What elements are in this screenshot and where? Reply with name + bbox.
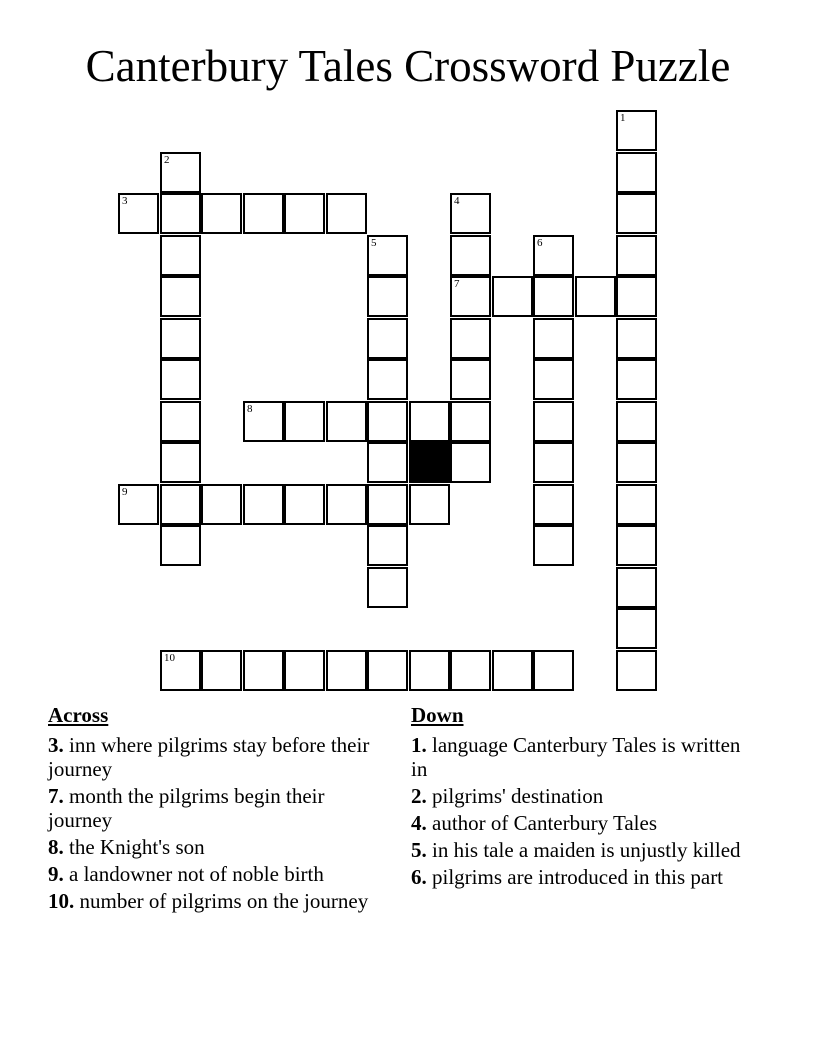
clue-across-9: 9. a landowner not of noble birth	[48, 862, 324, 886]
clue-across-3: 3. inn where pilgrims stay before their journey	[48, 733, 370, 781]
clue-number-label: 5	[371, 237, 377, 249]
crossword-cell[interactable]	[616, 525, 657, 566]
crossword-cell[interactable]	[492, 276, 533, 317]
crossword-cell[interactable]	[160, 193, 201, 234]
crossword-cell[interactable]	[160, 318, 201, 359]
crossword-cell[interactable]	[160, 525, 201, 566]
crossword-cell[interactable]	[616, 193, 657, 234]
crossword-cell[interactable]	[492, 650, 533, 691]
black-square	[409, 442, 450, 483]
crossword-cell[interactable]	[201, 650, 242, 691]
crossword-cell[interactable]	[367, 484, 408, 525]
crossword-cell[interactable]	[616, 359, 657, 400]
crossword-cell[interactable]	[201, 484, 242, 525]
clue-across-7: 7. month the pilgrims begin their journey	[48, 784, 325, 832]
crossword-cell[interactable]	[367, 318, 408, 359]
clue-down-5: 5. in his tale a maiden is unjustly killed	[411, 838, 741, 862]
clue-down-2: 2. pilgrims' destination	[411, 784, 604, 808]
crossword-cell[interactable]	[326, 484, 367, 525]
crossword-cell[interactable]	[284, 650, 325, 691]
crossword-cell[interactable]	[616, 318, 657, 359]
crossword-cell[interactable]	[616, 442, 657, 483]
crossword-cell[interactable]	[533, 359, 574, 400]
crossword-cell[interactable]	[326, 650, 367, 691]
crossword-cell[interactable]	[616, 152, 657, 193]
crossword-cell[interactable]	[616, 484, 657, 525]
clue-down-1: 1. language Canterbury Tales is written in	[411, 733, 741, 781]
crossword-cell[interactable]	[243, 401, 284, 442]
down-heading: Down	[411, 703, 464, 727]
crossword-cell[interactable]	[367, 525, 408, 566]
clue-number-label: 6	[537, 237, 543, 249]
across-clues	[48, 703, 378, 916]
crossword-cell[interactable]	[533, 650, 574, 691]
crossword-cell[interactable]	[616, 235, 657, 276]
crossword-cell[interactable]	[160, 650, 201, 691]
crossword-cell[interactable]	[367, 359, 408, 400]
crossword-cell[interactable]	[367, 235, 408, 276]
clue-number-label: 4	[454, 195, 460, 207]
crossword-cell[interactable]	[533, 318, 574, 359]
page-title: Canterbury Tales Crossword Puzzle	[85, 41, 731, 91]
crossword-cell[interactable]	[409, 401, 450, 442]
across-heading: Across	[48, 703, 109, 727]
crossword-cell[interactable]	[450, 318, 491, 359]
crossword-cell[interactable]	[160, 484, 201, 525]
crossword-cell[interactable]	[160, 401, 201, 442]
crossword-cell[interactable]	[409, 650, 450, 691]
crossword-cell[interactable]	[533, 525, 574, 566]
clue-across-8: 8. the Knight's son	[48, 835, 205, 859]
crossword-cell[interactable]	[284, 193, 325, 234]
clue-number-label: 8	[247, 403, 253, 415]
clue-number-label: 2	[164, 154, 170, 166]
crossword-cell[interactable]	[326, 193, 367, 234]
crossword-cell[interactable]	[367, 650, 408, 691]
clue-number-label: 10	[164, 652, 175, 664]
crossword-cell[interactable]	[243, 484, 284, 525]
crossword-cell[interactable]	[450, 193, 491, 234]
crossword-cell[interactable]	[533, 401, 574, 442]
down-clues	[411, 703, 746, 892]
crossword-cell[interactable]	[616, 401, 657, 442]
crossword-cell[interactable]	[160, 235, 201, 276]
crossword-cell[interactable]	[575, 276, 616, 317]
crossword-cell[interactable]	[201, 193, 242, 234]
clue-number-label: 9	[122, 486, 128, 498]
crossword-cell[interactable]	[367, 276, 408, 317]
clue-number-label: 7	[454, 278, 460, 290]
crossword-cell[interactable]	[533, 276, 574, 317]
crossword-cell[interactable]	[616, 110, 657, 151]
clue-down-6: 6. pilgrims are introduced in this part	[411, 865, 724, 889]
crossword-cell[interactable]	[616, 276, 657, 317]
crossword-cell[interactable]	[284, 484, 325, 525]
clue-across-10: 10. number of pilgrims on the journey	[48, 889, 369, 913]
clue-number-label: 1	[620, 112, 626, 124]
crossword-cell[interactable]	[450, 650, 491, 691]
crossword-cell[interactable]	[450, 359, 491, 400]
crossword-cell[interactable]	[533, 484, 574, 525]
crossword-cell[interactable]	[450, 235, 491, 276]
clue-down-4: 4. author of Canterbury Tales	[411, 811, 657, 835]
crossword-cell[interactable]	[450, 401, 491, 442]
crossword-cell[interactable]	[533, 235, 574, 276]
crossword-cell[interactable]	[616, 650, 657, 691]
crossword-cell[interactable]	[118, 193, 159, 234]
crossword-cell[interactable]	[409, 484, 450, 525]
crossword-cell[interactable]	[326, 401, 367, 442]
crossword-cell[interactable]	[367, 442, 408, 483]
crossword-cell[interactable]	[160, 442, 201, 483]
crossword-cell[interactable]	[284, 401, 325, 442]
crossword-cell[interactable]	[616, 608, 657, 649]
crossword-cell[interactable]	[450, 442, 491, 483]
clue-number-label: 3	[122, 195, 128, 207]
crossword-cell[interactable]	[533, 442, 574, 483]
crossword-cell[interactable]	[367, 567, 408, 608]
crossword-cell[interactable]	[118, 484, 159, 525]
crossword-cell[interactable]	[160, 276, 201, 317]
crossword-cell[interactable]	[243, 193, 284, 234]
crossword-cell[interactable]	[450, 276, 491, 317]
crossword-cell[interactable]	[367, 401, 408, 442]
crossword-cell[interactable]	[160, 152, 201, 193]
crossword-cell[interactable]	[243, 650, 284, 691]
crossword-cell[interactable]	[616, 567, 657, 608]
crossword-cell[interactable]	[160, 359, 201, 400]
